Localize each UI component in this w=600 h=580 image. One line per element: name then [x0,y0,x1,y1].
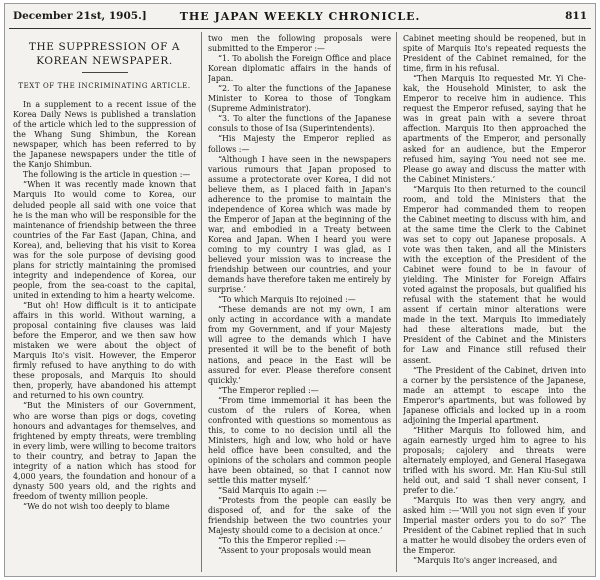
paragraph: “3. To alter the functions of the Japanese consuls to those of Isa (Superintendents). [208,114,391,134]
paragraph: “We do not wish too deeply to blame [23,501,170,511]
paragraph: “To which Marquis Ito rejoined :— [218,295,356,305]
paragraph: “Marquis Ito was then very angry, and asked him :—‘Will you not sign even if your Imperial master orders you to do so?’ The President of the Cabinet replied that in such a matter he would disobey the orders even of the Emperor. [403,496,586,556]
paragraph: “2. To alter the functions of the Japanese Minister to Korea to those of Tongkam (Supreme Administrator). [208,84,391,114]
paragraph: “Then Marquis Ito requested Mr. Yi Che-kak, the Household Minister, to ask the Emperor to receive him in audience. This request the Emperor refused, saying that he was in great pain with a severe throat affection. Marquis Ito then approached the apartments of the Emperor, and personally asked for an audience, but the Emperor refused him, saying ‘You need not see me. Please go away and discuss the matter with the Cabinet Ministers.’ [403,74,586,184]
masthead [11,7,589,29]
issue-date: December 21st, 1905.] [13,10,147,22]
page-number: 811 [565,10,587,22]
paragraph: two men the following proposals were submitted to the Emperor :— [208,34,391,54]
paragraph: “But oh! How difficult is it to anticipate affairs in this world. Without warning, a proposal containing five clauses was laid before the Emperor, and we then saw how mistaken we were about the object of Marquis Ito's visit. However, the Emperor firmly refused to have anything to do with these proposals, and Marquis Ito should then, properly, have abandoned his attempt and returned to his own country. [13,300,196,401]
newspaper-page [4,3,596,577]
paragraph: “Hither Marquis Ito followed him, and again earnestly urged him to agree to his proposals; cajolery and threats were alternately employed, and General Hasegawa trifled with his sword. Mr. Han Kiu-Sul still held out, and said ‘I shall never consent, I prefer to die.’ [403,425,586,496]
paragraph: “Marquis Ito then returned to the council room, and told the Ministers that the Emperor had commanded them to reopen the Cabinet meeting to discuss with him, and at the same time the Clerk to the Cabinet was set to copy out Japanese proposals. A vote was then taken, and all the Ministers with the exception of the President of the Cabinet were found to be in favour of yielding. The Minister for Foreign Affairs voted against the proposals, but qualified his refusal with the statement that he would assent if certain minor alterations were made in the text. Marquis Ito immediately had these alterations made, but the President of the Cabinet and the Ministers for Law and Finance still refused their assent. [403,184,586,365]
column-2 [208,34,391,574]
headline-rule [82,72,128,73]
paragraph: “The President of the Cabinet, driven into a corner by the persistence of the Japanese, made an attempt to escape into the Emperor's apartments, but was followed by Japanese officials and locked up in a room adjoining the Imperial apartment. [403,365,586,425]
paragraph: “1. To abolish the Foreign Office and place Korean diplomatic affairs in the hands of Japan. [208,54,391,84]
masthead-rule [9,28,591,29]
paragraph: “Marquis Ito's anger increased, and [413,556,558,566]
column-3 [403,34,586,574]
paragraph: “Protests from the people can easily be disposed of, and for the sake of the friendship between the two countries your Majesty should come to a decision at once.’ [208,496,391,536]
column-divider [396,32,397,572]
headline-line-2: KOREAN NEWSPAPER. [36,55,173,67]
article-subhead: TEXT OF THE INCRIMINATING ARTICLE. [18,82,191,90]
paragraph: “But the Ministers of our Government, who are worse than pigs or dogs, coveting honours and advantages for themselves, and frightened by empty threats, were trembling in every limb, were willing to become traitors to their country, and betray to Japan the integrity of a nation which has stood for 4,000 years, the foundation and honour of a dynasty 500 years old, and the rights and freedom of twenty million people. [13,401,196,501]
paragraph: The following is the article in question :— [23,170,191,180]
paragraph: “From time immemorial it has been the custom of the rulers of Korea, when confronted with questions so momentous as this, to come to no decision until all the Ministers, high and low, who hold or have held office have been consulted, and the opinions of the scholars and common people have been obtained, so that I cannot now settle this matter myself.’ [208,395,391,486]
paragraph: “His Majesty the Emperor replied as follows :— [208,134,391,154]
column-1 [13,34,196,574]
paragraph: “These demands are not my own, I am only acting in accordance with a mandate from my Government, and if your Majesty will agree to the demands which I have presented it will be to the benefit of both nations, and peace in the East will be assured for ever. Please therefore consent quickly.’ [208,305,391,385]
column-divider [201,32,202,572]
paragraph: Cabinet meeting should be reopened, but in spite of Marquis Ito's repeated requests the President of the Cabinet remained, for the time, firm in his refusal. [403,34,586,74]
paragraph: “The Emperor replied :— [218,385,319,395]
paragraph: “To this the Emperor replied :— [218,536,346,546]
paragraph: “When it was recently made known that Marquis Ito would come to Korea, our deluded people all said with one voice that he is the man who will be responsible for the maintenance of friendship between the three countries of the Far East (Japan, China, and Korea), and, believing that his visit to Korea was for the sole purpose of devising good plans for strictly maintaining the promised integrity and independence of Korea, our people, from the sea-coast to the capital, united in extending to him a hearty welcome. [13,180,196,300]
article-headline [13,40,196,68]
headline-line-1: THE SUPPRESSION OF A [28,41,181,53]
paragraph: “Said Marquis Ito again :— [218,486,327,496]
newspaper-title: THE JAPAN WEEKLY CHRONICLE. [179,10,421,23]
paragraph: “Assent to your proposals would mean [218,546,372,556]
paragraph: In a supplement to a recent issue of the Korea Daily News is published a translation of the article which led to the suppression of the Whang Sung Shimbun, the Korean newspaper, which has been referred to by the Japanese newspapers under the title of the Kanjo Shimbun. [13,100,196,170]
paragraph: “Although I have seen in the newspapers various rumours that Japan proposed to assume a protectorate over Korea, I did not believe them, as I placed faith in Japan's adherence to the promise to maintain the independence of Korea which was made by the Emperor of Japan at the beginning of the war, and embodied in a Treaty between Korea and Japan. When I heard you were coming to my country I was glad, as I believed your mission was to increase the friendship between our countries, and your demands have therefore taken me entirely by surprise.’ [208,154,391,295]
